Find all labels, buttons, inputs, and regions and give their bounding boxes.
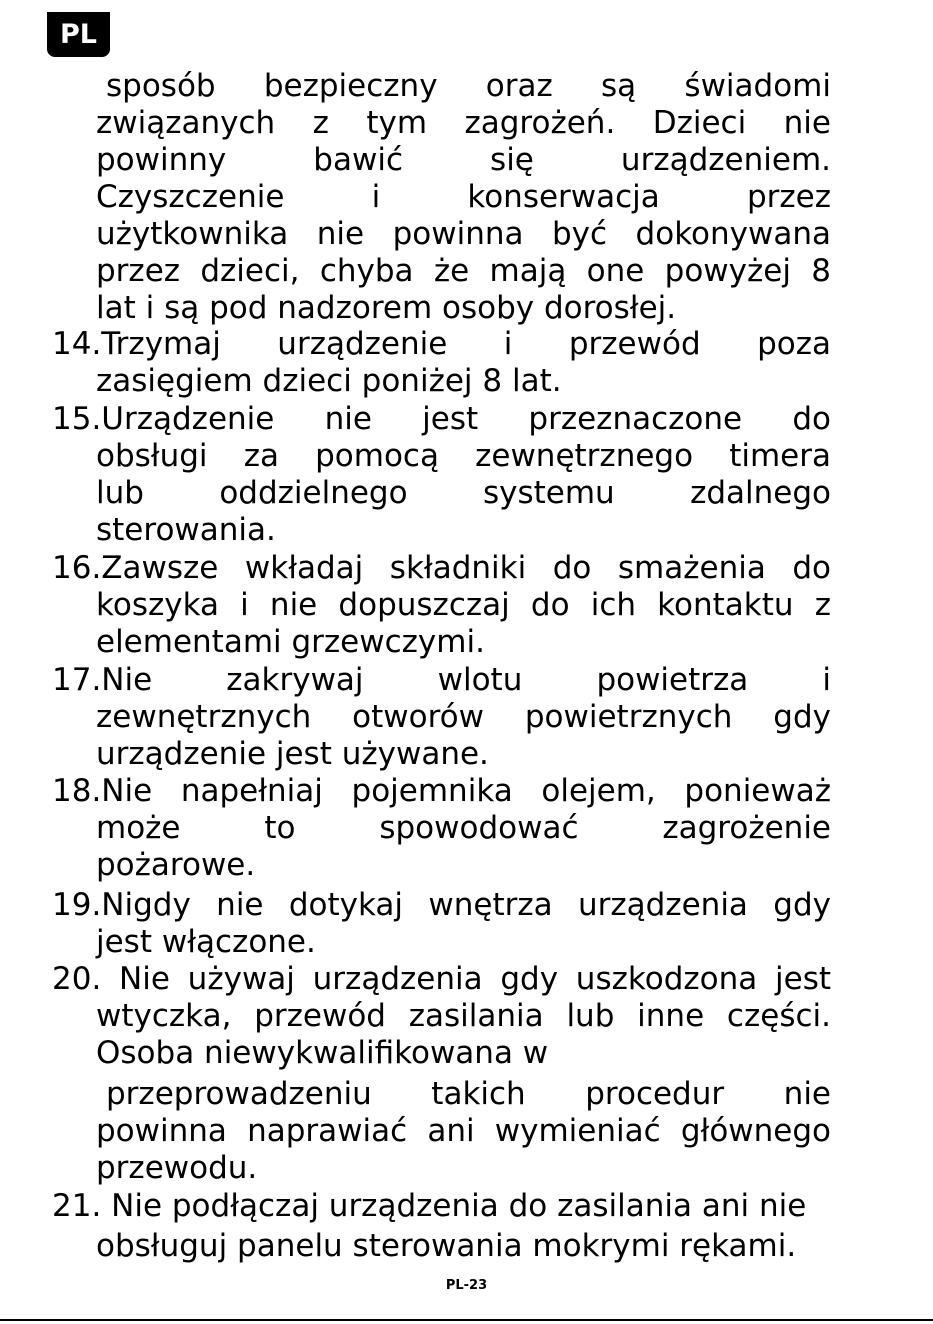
text-line	[0, 290, 933, 327]
list-item-start-line	[0, 887, 933, 924]
text-line	[0, 587, 933, 624]
text-line	[0, 438, 933, 475]
text-line-content: może to spowodować zagrożenie	[96, 810, 831, 846]
text-line	[0, 924, 933, 961]
text-line-content: związanych z tym zagrożeń. Dzieci nie	[96, 105, 831, 141]
text-line-content: 17.Nie zakrywaj wlotu powietrza i	[52, 662, 831, 698]
text-line	[0, 1076, 933, 1113]
text-line	[0, 1228, 933, 1265]
text-line-content: 18.Nie napełniaj pojemnika olejem, ponieważ	[52, 773, 831, 809]
text-line-content: powinna naprawiać ani wymieniać głównego	[96, 1113, 831, 1149]
list-item-start-line	[0, 961, 933, 998]
text-line-content: przeprowadzeniu takich procedur nie	[106, 1076, 831, 1112]
text-line-content: zewnętrznych otworów powietrznych gdy	[96, 699, 831, 735]
text-line	[0, 512, 933, 549]
text-line	[0, 1113, 933, 1150]
text-line	[0, 1035, 933, 1072]
page-number: PL-23	[445, 1278, 488, 1293]
text-line-content: użytkownika nie powinna być dokonywana	[96, 216, 831, 252]
text-line-content: przewodu.	[96, 1150, 258, 1186]
text-line	[0, 105, 933, 142]
list-item-start-line	[0, 550, 933, 587]
text-line-content: lat i są pod nadzorem osoby dorosłej.	[96, 290, 677, 326]
text-line	[0, 699, 933, 736]
text-line	[0, 1150, 933, 1187]
list-item-start-line	[0, 1188, 933, 1225]
text-line	[0, 810, 933, 847]
text-line-content: 19.Nigdy nie dotykaj wnętrza urządzenia gdy	[52, 887, 831, 923]
language-badge: PL	[47, 12, 110, 57]
text-line	[0, 179, 933, 216]
text-line-content: obsługuj panelu sterowania mokrymi rękami.	[96, 1228, 797, 1264]
text-line-content: jest włączone.	[96, 924, 316, 960]
text-line	[0, 253, 933, 290]
text-line	[0, 142, 933, 179]
list-item-start-line	[0, 662, 933, 699]
text-line-content: elementami grzewczymi.	[96, 624, 485, 660]
text-line-content: Czyszczenie i konserwacja przez	[96, 179, 831, 215]
text-line-content: 21. Nie podłączaj urządzenia do zasilania ani nie	[52, 1188, 807, 1224]
text-line-content: lub oddzielnego systemu zdalnego	[96, 475, 831, 511]
list-item-start-line	[0, 773, 933, 810]
text-line	[0, 736, 933, 773]
text-line	[0, 847, 933, 884]
text-line	[0, 624, 933, 661]
text-line-content: sterowania.	[96, 512, 276, 548]
list-item-start-line	[0, 401, 933, 438]
text-line-content: zasięgiem dzieci poniżej 8 lat.	[96, 363, 562, 399]
text-line	[0, 68, 933, 105]
text-line	[0, 216, 933, 253]
text-line	[0, 475, 933, 512]
text-line-content: 16.Zawsze wkładaj składniki do smażenia do	[52, 550, 831, 586]
text-line-content: wtyczka, przewód zasilania lub inne części.	[96, 998, 831, 1034]
text-line-content: powinny bawić się urządzeniem.	[96, 142, 831, 178]
text-line-content: obsługi za pomocą zewnętrznego timera	[96, 438, 831, 474]
text-line	[0, 998, 933, 1035]
bottom-rule	[0, 1319, 933, 1321]
text-line-content: koszyka i nie dopuszczaj do ich kontaktu z	[96, 587, 831, 623]
text-line-content: sposób bezpieczny oraz są świadomi	[106, 68, 831, 104]
text-line-content: pożarowe.	[96, 847, 256, 883]
text-line-content: przez dzieci, chyba że mają one powyżej 8	[96, 253, 831, 289]
text-line-content: 14.Trzymaj urządzenie i przewód poza	[52, 326, 831, 362]
list-item-start-line	[0, 326, 933, 363]
text-line	[0, 363, 933, 400]
text-line-content: 15.Urządzenie nie jest przeznaczone do	[52, 401, 831, 437]
text-line-content: Osoba niewykwalifikowana w	[96, 1035, 549, 1071]
text-line-content: urządzenie jest używane.	[96, 736, 489, 772]
text-line-content: 20. Nie używaj urządzenia gdy uszkodzona jest	[52, 961, 831, 997]
